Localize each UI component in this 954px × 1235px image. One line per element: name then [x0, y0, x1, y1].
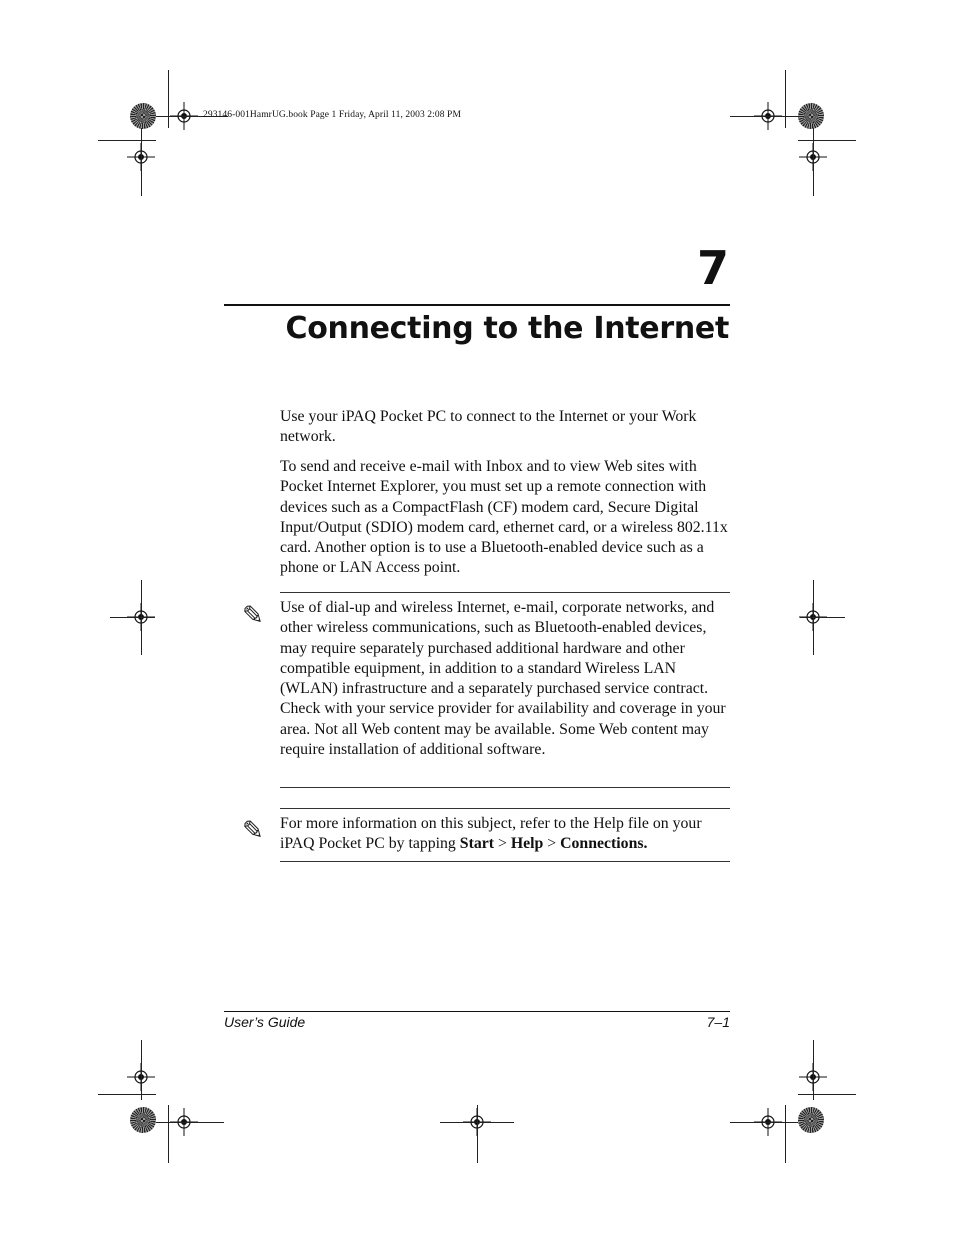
help-note-text [280, 814, 730, 855]
connections-menu-label: Connections. [560, 835, 648, 853]
pencil-note-icon: ✎ [242, 816, 264, 846]
crop-line [813, 128, 814, 196]
crop-line [800, 617, 845, 618]
crop-line [730, 1122, 798, 1123]
note-bottom-rule [280, 787, 730, 788]
note-top-rule [280, 592, 730, 593]
crop-line [168, 1105, 169, 1163]
chapter-rule [224, 304, 730, 306]
crop-line [798, 140, 856, 141]
crop-line [813, 1040, 814, 1100]
note-bottom-rule [280, 861, 730, 862]
crop-line [477, 1105, 478, 1163]
color-rosette-icon [130, 103, 156, 129]
crop-line [141, 1040, 142, 1100]
crop-line [168, 70, 169, 128]
note-top-rule [280, 808, 730, 809]
wireless-note-text: Use of dial-up and wireless Internet, e-mail, corporate networks, and other wireless communications, such as Bluetooth-enabled devices, may require separately purchased additional hardware and other compatible equipment, in addition to a standard Wireless LAN (WLAN) infrastructure and a separately purchased service contract. Check with your service provider for availability and coverage in your area. Not all Web content may be available. Some Web content may require installation of additional software. [280, 599, 726, 759]
pencil-note-icon: ✎ [242, 601, 264, 631]
color-rosette-icon [798, 1107, 824, 1133]
crop-line [785, 1105, 786, 1163]
crop-line [110, 617, 155, 618]
footer-guide-title: User’s Guide [224, 1014, 306, 1030]
chapter-number: 7 [696, 241, 729, 295]
crop-line [98, 140, 156, 141]
footer-rule [224, 1011, 730, 1012]
crop-line [98, 1094, 156, 1095]
connection-paragraph: To send and receive e-mail with Inbox and to view Web sites with Pocket Internet Explorer, you must set up a remote connection with devices such as a CompactFlash (CF) modem card, Secure Digital Input/Output (SDIO) modem card, ethernet card, or a wireless 802.11x card. Another option is to use a Bluetooth-enabled device such as a phone or LAN Access point. [280, 458, 728, 577]
crop-line [156, 1122, 224, 1123]
help-menu-label: Help [510, 835, 544, 853]
crop-line [785, 70, 786, 128]
intro-paragraph: Use your iPAQ Pocket PC to connect to the Internet or your Work network. [280, 408, 697, 446]
start-menu-label: Start [459, 835, 495, 853]
footer-page-number: 7–1 [706, 1014, 730, 1030]
help-note-lead: For more information on this subject, refer to the Help file on your iPAQ Pocket PC by tapping [280, 815, 702, 853]
crop-line [730, 116, 802, 117]
separator: > [494, 835, 511, 853]
crop-line [141, 128, 142, 196]
crop-line [798, 1094, 856, 1095]
chapter-title: Connecting to the Internet [285, 311, 729, 346]
print-header: 293146-001HamrUG.book Page 1 Friday, April 11, 2003 2:08 PM [203, 110, 461, 120]
color-rosette-icon [130, 1107, 156, 1133]
separator: > [543, 835, 561, 853]
